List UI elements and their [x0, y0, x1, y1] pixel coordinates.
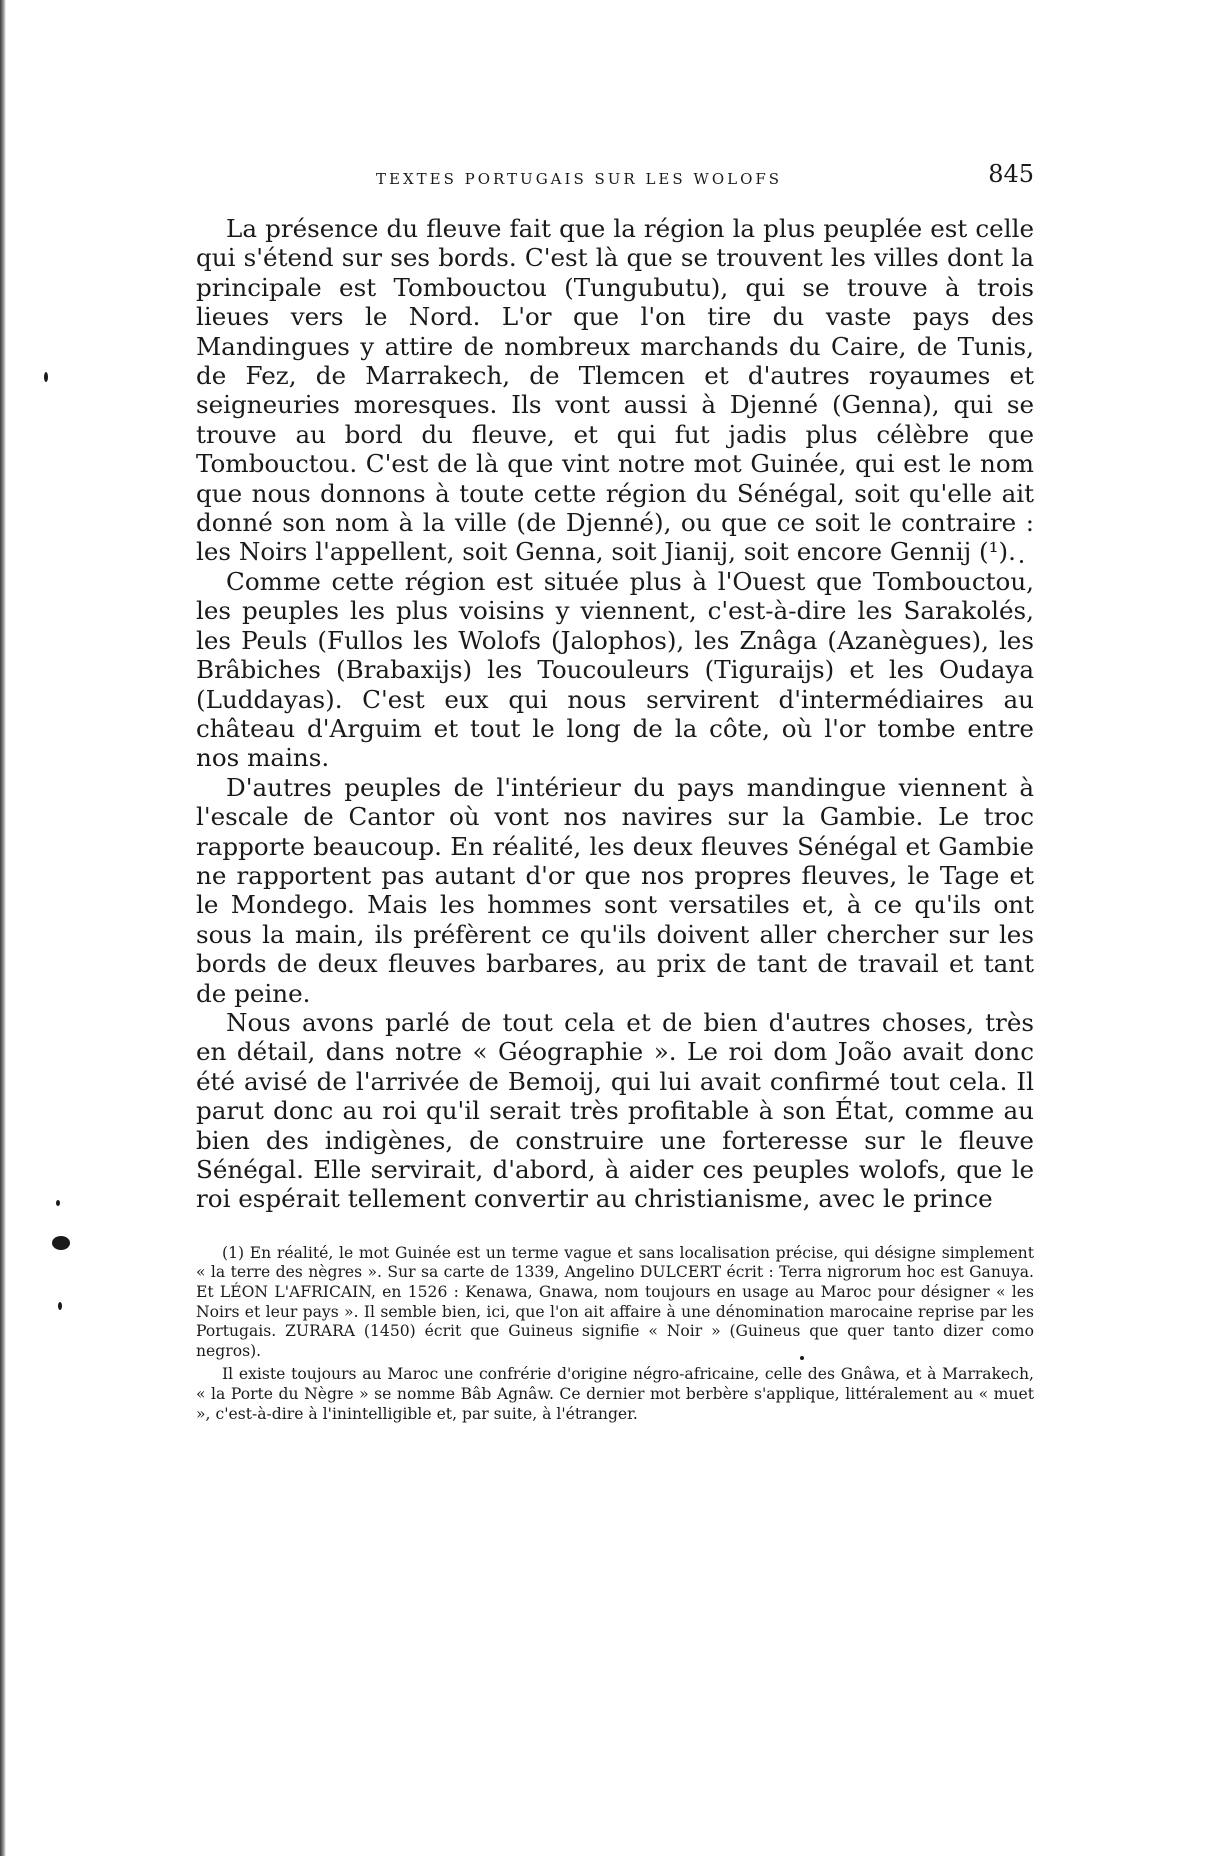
page-header	[196, 160, 1034, 194]
footnotes	[196, 1244, 1034, 1424]
running-head: TEXTES PORTUGAIS SUR LES WOLOFS	[376, 170, 783, 188]
paragraph: Comme cette région est située plus à l'Ouest que Tombouctou, les peuples les plus voisins y viennent, c'est-à-dire les Sarakolés, les Peuls (Fullos les Wolofs (Jalophos), les Znâga (Azanègues), les Brâbiches (Brabaxijs) les Toucouleurs (Tiguraijs) et les Oudaya (Luddayas). C'est eux qui nous servirent d'intermédiaires au château d'Arguim et tout le long de la côte, où l'or tombe entre nos mains.	[196, 566, 1034, 773]
book-page	[196, 160, 1034, 1424]
body-text	[196, 214, 1034, 1214]
footnote: Il existe toujours au Maroc une confrérie d'origine négro-africaine, celle des Gnâwa, et à Marrakech, « la Porte du Nègre » se nomme Bâb Agnâw. Ce dernier mot berbère s'applique, littéralement au « muet », c'est-à-dire à l'inintelligible et, par suite, à l'étranger.	[196, 1365, 1034, 1423]
paragraph: Nous avons parlé de tout cela et de bien d'autres choses, très en détail, dans notre « Géographie ». Le roi dom João avait donc été avisé de l'arrivée de Bemoij, qui lui avait confirmé tout cela. Il parut donc au roi qu'il serait très profitable à son État, comme au bien des indigènes, de construire une forteresse sur le fleuve Sénégal. Elle servirait, d'abord, à aider ces peuples wolofs, que le roi espérait tellement convertir au christianisme, avec le prince	[196, 1007, 1034, 1214]
paragraph: D'autres peuples de l'intérieur du pays mandingue viennent à l'escale de Cantor où vont nos navires sur la Gambie. Le troc rapporte beaucoup. En réalité, les deux fleuves Sénégal et Gambie ne rapportent pas autant d'or que nos propres fleuves, le Tage et le Mondego. Mais les hommes sont versatiles et, à ce qu'ils ont sous la main, ils préfèrent ce qu'ils doivent aller chercher sur les bords de deux fleuves barbares, au prix de tant de travail et tant de peine.	[196, 772, 1034, 1008]
scan-edge	[0, 0, 6, 1856]
footnote: (1) En réalité, le mot Guinée est un terme vague et sans localisation précise, qui désigne simplement « la terre des nègres ». Sur sa carte de 1339, Angelino DULCERT écrit : Terra nigrorum hoc est Ganuya. Et LÉON L'AFRICAIN, en 1526 : Kenawa, Gnawa, nom toujours en usage au Maroc pour désigner « les Noirs et leur pays ». Il semble bien, ici, que l'on ait affaire à une dénomination marocaine reprise par les Portugais. ZURARA (1450) écrit que Guineus signifie « Noir » (Guineus que quer tanto dizer como negros).	[196, 1243, 1034, 1360]
page-number: 845	[988, 160, 1034, 188]
paragraph: La présence du fleuve fait que la région la plus peuplée est celle qui s'étend sur ses bords. C'est là que se trouvent les villes dont la principale est Tombouctou (Tungubutu), qui se trouve à trois lieues vers le Nord. L'or que l'on tire du vaste pays des Mandingues y attire de nombreux marchands du Caire, de Tunis, de Fez, de Marrakech, de Tlemcen et d'autres royaumes et seigneuries moresques. Ils vont aussi à Djenné (Genna), qui se trouve au bord du fleuve, et qui fut jadis plus célèbre que Tombouctou. C'est de là que vint notre mot Guinée, qui est le nom que nous donnons à toute cette région du Sénégal, soit qu'elle ait donné son nom à la ville (de Djenné), ou que ce soit le contraire : les Noirs l'appellent, soit Genna, soit Jianij, soit encore Gennij (¹).	[196, 214, 1034, 567]
